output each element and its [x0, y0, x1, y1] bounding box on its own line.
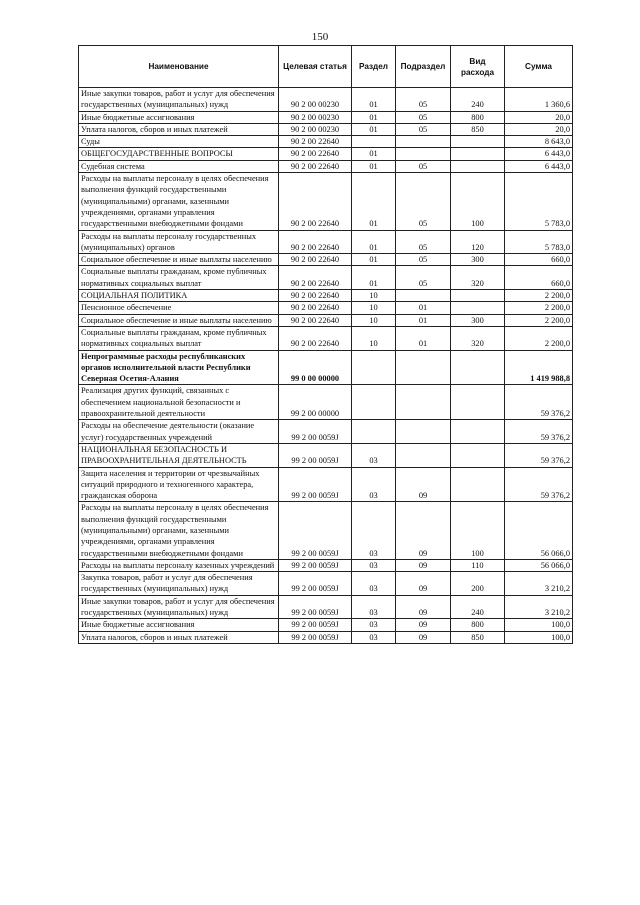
row-name-cell: Расходы на выплаты персоналу в целях обеспечения выполнения функций государственными (муниципальными) органами, казенными учреждениями, органами управления государственными внебюджетными фондами: [79, 502, 279, 559]
row-subsection-cell: [396, 290, 451, 302]
row-name-cell: ОБЩЕГОСУДАРСТВЕННЫЕ ВОПРОСЫ: [79, 148, 279, 160]
row-name-cell: Расходы на выплаты персоналу казенных учреждений: [79, 559, 279, 571]
row-subsection-cell: 05: [396, 160, 451, 172]
table-row: [79, 385, 573, 420]
row-sum-cell: 100,0: [505, 631, 573, 643]
row-target-article-cell: 99 2 00 0059J: [279, 502, 352, 559]
table-row: [79, 88, 573, 112]
row-section-cell: 03: [352, 502, 396, 559]
row-expense-type-cell: 100: [451, 173, 505, 230]
row-section-cell: 03: [352, 619, 396, 631]
row-target-article-cell: 99 2 00 0059J: [279, 420, 352, 444]
row-sum-cell: 2 200,0: [505, 314, 573, 326]
row-subsection-cell: 05: [396, 88, 451, 112]
row-target-article-cell: 90 2 00 22640: [279, 136, 352, 148]
page-number: 150: [311, 31, 329, 43]
row-sum-cell: 59 376,2: [505, 467, 573, 502]
row-target-article-cell: 99 2 00 0059J: [279, 619, 352, 631]
row-name-cell: НАЦИОНАЛЬНАЯ БЕЗОПАСНОСТЬ И ПРАВООХРАНИТЕЛЬНАЯ ДЕЯТЕЛЬНОСТЬ: [79, 443, 279, 467]
row-subsection-cell: [396, 420, 451, 444]
table-row: [79, 123, 573, 135]
row-subsection-cell: 09: [396, 572, 451, 596]
table-row: [79, 160, 573, 172]
row-expense-type-cell: [451, 467, 505, 502]
row-name-cell: Иные закупки товаров, работ и услуг для обеспечения государственных (муниципальных) нужд: [79, 595, 279, 619]
row-name-cell: Защита населения и территории от чрезвычайных ситуаций природного и техногенного характера, гражданская оборона: [79, 467, 279, 502]
row-sum-cell: 59 376,2: [505, 385, 573, 420]
table-row: [79, 559, 573, 571]
table-row: [79, 230, 573, 254]
row-name-cell: СОЦИАЛЬНАЯ ПОЛИТИКА: [79, 290, 279, 302]
row-expense-type-cell: [451, 290, 505, 302]
row-sum-cell: 59 376,2: [505, 420, 573, 444]
row-subsection-cell: 05: [396, 254, 451, 266]
table-row: [79, 502, 573, 559]
table-row: [79, 443, 573, 467]
header-name: Наименование: [79, 46, 279, 88]
row-expense-type-cell: 300: [451, 314, 505, 326]
row-sum-cell: 1 419 988,8: [505, 350, 573, 385]
row-expense-type-cell: [451, 136, 505, 148]
row-expense-type-cell: 240: [451, 88, 505, 112]
row-name-cell: Социальные выплаты гражданам, кроме публичных нормативных социальных выплат: [79, 266, 279, 290]
row-name-cell: Пенсионное обеспечение: [79, 302, 279, 314]
row-target-article-cell: 90 2 00 22640: [279, 314, 352, 326]
row-subsection-cell: 01: [396, 314, 451, 326]
row-sum-cell: 20,0: [505, 111, 573, 123]
row-name-cell: Иные бюджетные ассигнования: [79, 619, 279, 631]
row-section-cell: 10: [352, 290, 396, 302]
row-target-article-cell: 90 2 00 22640: [279, 290, 352, 302]
row-expense-type-cell: [451, 350, 505, 385]
row-expense-type-cell: [451, 302, 505, 314]
row-subsection-cell: 09: [396, 619, 451, 631]
row-section-cell: 01: [352, 148, 396, 160]
row-name-cell: Расходы на выплаты персоналу в целях обеспечения выполнения функций государственными (муниципальными) органами, казенными учреждениями, органами управления государственными внебюджетными фондами: [79, 173, 279, 230]
header-target-article: Целевая статья: [279, 46, 352, 88]
row-sum-cell: 660,0: [505, 254, 573, 266]
row-name-cell: Расходы на обеспечение деятельности (оказание услуг) государственных учреждений: [79, 420, 279, 444]
row-section-cell: 01: [352, 266, 396, 290]
row-expense-type-cell: 110: [451, 559, 505, 571]
row-target-article-cell: 90 2 00 00230: [279, 88, 352, 112]
row-section-cell: 01: [352, 111, 396, 123]
row-subsection-cell: [396, 350, 451, 385]
header-sum: Сумма: [505, 46, 573, 88]
row-sum-cell: 6 443,0: [505, 148, 573, 160]
row-sum-cell: 3 210,2: [505, 595, 573, 619]
table-row: [79, 111, 573, 123]
row-expense-type-cell: 850: [451, 123, 505, 135]
row-section-cell: 10: [352, 326, 396, 350]
row-target-article-cell: 90 2 00 22640: [279, 326, 352, 350]
row-expense-type-cell: 300: [451, 254, 505, 266]
row-target-article-cell: 90 2 00 00230: [279, 123, 352, 135]
row-target-article-cell: 99 2 00 0059J: [279, 443, 352, 467]
budget-table: [78, 45, 573, 644]
row-subsection-cell: 05: [396, 111, 451, 123]
row-sum-cell: 1 360,6: [505, 88, 573, 112]
row-expense-type-cell: 850: [451, 631, 505, 643]
table-row: [79, 254, 573, 266]
table-row: [79, 326, 573, 350]
row-section-cell: 01: [352, 173, 396, 230]
row-subsection-cell: 05: [396, 230, 451, 254]
row-target-article-cell: 99 2 00 0059J: [279, 467, 352, 502]
table-row: [79, 595, 573, 619]
row-target-article-cell: 99 2 00 0059J: [279, 595, 352, 619]
row-subsection-cell: 09: [396, 467, 451, 502]
table-row: [79, 148, 573, 160]
row-name-cell: Иные бюджетные ассигнования: [79, 111, 279, 123]
row-sum-cell: 20,0: [505, 123, 573, 135]
row-expense-type-cell: 240: [451, 595, 505, 619]
row-expense-type-cell: [451, 385, 505, 420]
row-target-article-cell: 90 2 00 22640: [279, 173, 352, 230]
row-subsection-cell: 05: [396, 266, 451, 290]
row-subsection-cell: 01: [396, 326, 451, 350]
row-sum-cell: 59 376,2: [505, 443, 573, 467]
row-subsection-cell: 09: [396, 502, 451, 559]
row-name-cell: Социальное обеспечение и иные выплаты населению: [79, 254, 279, 266]
header-section: Раздел: [352, 46, 396, 88]
row-expense-type-cell: [451, 148, 505, 160]
row-expense-type-cell: 800: [451, 111, 505, 123]
table-row: [79, 136, 573, 148]
row-sum-cell: 2 200,0: [505, 302, 573, 314]
row-name-cell: Иные закупки товаров, работ и услуг для обеспечения государственных (муниципальных) нужд: [79, 88, 279, 112]
row-section-cell: 01: [352, 254, 396, 266]
row-target-article-cell: 99 2 00 0059J: [279, 631, 352, 643]
row-sum-cell: 8 643,0: [505, 136, 573, 148]
row-section-cell: 03: [352, 631, 396, 643]
row-subsection-cell: 05: [396, 123, 451, 135]
table-row: [79, 619, 573, 631]
row-target-article-cell: 90 2 00 00230: [279, 111, 352, 123]
row-subsection-cell: [396, 385, 451, 420]
table-row: [79, 572, 573, 596]
row-target-article-cell: 90 2 00 22640: [279, 266, 352, 290]
row-section-cell: 10: [352, 302, 396, 314]
row-sum-cell: 56 066,0: [505, 502, 573, 559]
row-sum-cell: 5 783,0: [505, 173, 573, 230]
row-target-article-cell: 99 2 00 0059J: [279, 559, 352, 571]
row-section-cell: [352, 350, 396, 385]
row-section-cell: 03: [352, 443, 396, 467]
row-expense-type-cell: [451, 420, 505, 444]
row-target-article-cell: 90 2 00 22640: [279, 254, 352, 266]
row-name-cell: Социальное обеспечение и иные выплаты населению: [79, 314, 279, 326]
row-name-cell: Расходы на выплаты персоналу государственных (муниципальных) органов: [79, 230, 279, 254]
row-expense-type-cell: 320: [451, 326, 505, 350]
row-name-cell: Уплата налогов, сборов и иных платежей: [79, 123, 279, 135]
table-header-row: [79, 46, 573, 88]
row-target-article-cell: 99 2 00 00000: [279, 385, 352, 420]
header-expense-type: Вид расхода: [451, 46, 505, 88]
row-subsection-cell: 05: [396, 173, 451, 230]
table-row: [79, 350, 573, 385]
row-expense-type-cell: 800: [451, 619, 505, 631]
row-section-cell: [352, 136, 396, 148]
row-subsection-cell: 01: [396, 302, 451, 314]
row-section-cell: 01: [352, 123, 396, 135]
row-target-article-cell: 90 2 00 22640: [279, 148, 352, 160]
row-expense-type-cell: 100: [451, 502, 505, 559]
row-sum-cell: 660,0: [505, 266, 573, 290]
row-name-cell: Реализация других функций, связанных с обеспечением национальной безопасности и правоохранительной деятельности: [79, 385, 279, 420]
row-target-article-cell: 99 0 00 00000: [279, 350, 352, 385]
table-row: [79, 467, 573, 502]
row-name-cell: Непрограммные расходы республиканских органов исполнительной власти Республики Северная Осетия-Алания: [79, 350, 279, 385]
row-name-cell: Социальные выплаты гражданам, кроме публичных нормативных социальных выплат: [79, 326, 279, 350]
row-expense-type-cell: 200: [451, 572, 505, 596]
row-target-article-cell: 99 2 00 0059J: [279, 572, 352, 596]
row-subsection-cell: 09: [396, 559, 451, 571]
row-target-article-cell: 90 2 00 22640: [279, 302, 352, 314]
row-name-cell: Судебная система: [79, 160, 279, 172]
row-sum-cell: 56 066,0: [505, 559, 573, 571]
row-sum-cell: 5 783,0: [505, 230, 573, 254]
row-section-cell: 01: [352, 230, 396, 254]
table-row: [79, 420, 573, 444]
table-row: [79, 314, 573, 326]
table-row: [79, 290, 573, 302]
row-subsection-cell: [396, 148, 451, 160]
row-section-cell: 03: [352, 559, 396, 571]
row-section-cell: 03: [352, 595, 396, 619]
row-section-cell: 10: [352, 314, 396, 326]
row-section-cell: [352, 385, 396, 420]
row-name-cell: Закупка товаров, работ и услуг для обеспечения государственных (муниципальных) нужд: [79, 572, 279, 596]
table-body: [79, 88, 573, 644]
row-subsection-cell: [396, 443, 451, 467]
row-name-cell: Суды: [79, 136, 279, 148]
row-expense-type-cell: [451, 443, 505, 467]
row-expense-type-cell: [451, 160, 505, 172]
row-sum-cell: 2 200,0: [505, 290, 573, 302]
row-subsection-cell: 09: [396, 631, 451, 643]
row-expense-type-cell: 320: [451, 266, 505, 290]
row-section-cell: 03: [352, 467, 396, 502]
row-sum-cell: 100,0: [505, 619, 573, 631]
row-sum-cell: 3 210,2: [505, 572, 573, 596]
row-subsection-cell: 09: [396, 595, 451, 619]
row-section-cell: 03: [352, 572, 396, 596]
table-row: [79, 302, 573, 314]
row-section-cell: [352, 420, 396, 444]
row-name-cell: Уплата налогов, сборов и иных платежей: [79, 631, 279, 643]
row-section-cell: 01: [352, 88, 396, 112]
row-sum-cell: 2 200,0: [505, 326, 573, 350]
table-row: [79, 266, 573, 290]
row-section-cell: 01: [352, 160, 396, 172]
table-row: [79, 173, 573, 230]
row-sum-cell: 6 443,0: [505, 160, 573, 172]
row-target-article-cell: 90 2 00 22640: [279, 230, 352, 254]
header-subsection: Подраздел: [396, 46, 451, 88]
row-expense-type-cell: 120: [451, 230, 505, 254]
row-target-article-cell: 90 2 00 22640: [279, 160, 352, 172]
table-row: [79, 631, 573, 643]
row-subsection-cell: [396, 136, 451, 148]
